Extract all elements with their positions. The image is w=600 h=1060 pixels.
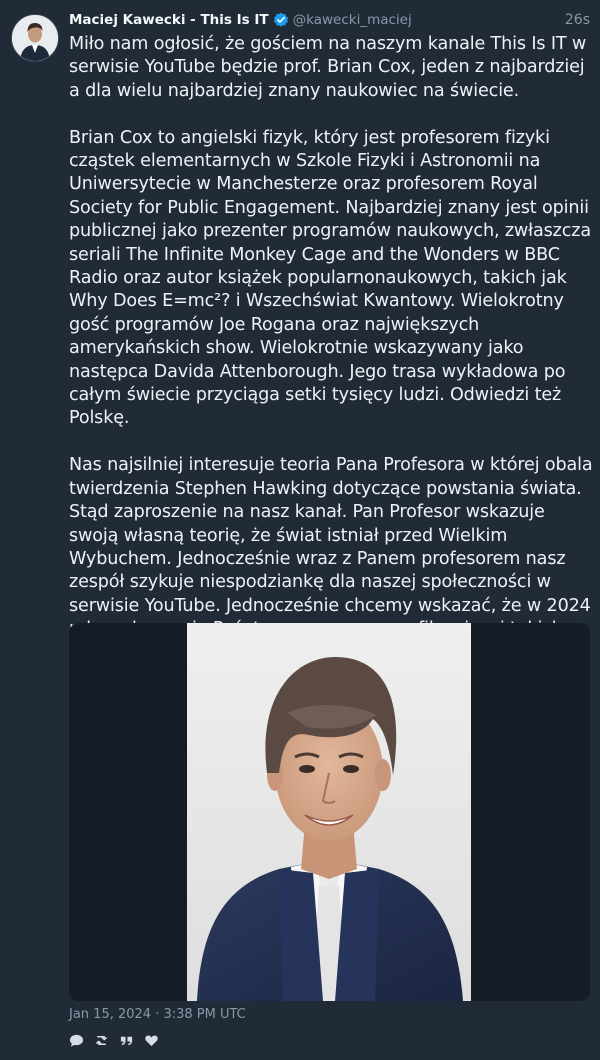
- tweet-header: [69, 10, 590, 30]
- author-avatar[interactable]: [11, 14, 59, 62]
- tweet-paragraph-1: Miło nam ogłosić, że gościem na naszym kanale This Is IT w serwisie YouTube będzie prof. Brian Cox, jeden z najbardziej a dla wielu najbardziej znany naukowiec na świecie.: [69, 34, 587, 101]
- author-name[interactable]: Maciej Kawecki - This Is IT: [69, 12, 269, 28]
- tweet-date[interactable]: Jan 15, 2024 · 3:38 PM UTC: [69, 1007, 246, 1022]
- tweet-actions: [69, 1033, 159, 1048]
- verified-badge-icon: [273, 12, 289, 28]
- tweet-text: [69, 33, 595, 665]
- portrait-photo[interactable]: [187, 623, 471, 1001]
- tweet-paragraph-3: Nas najsilniej interesuje teoria Pana Profesora w której obala twierdzenia Stephen Hawking dotyczące powstania świata. Stąd zaproszenie na nasz kanał. Pan Profesor wskazuje swoją własną teorię, że świat istniał przed Wielkim Wybuchem. Jednocześnie wraz z Panem profesorem nasz zespół szykuje niespodziankę dla naszej społeczności w serwisie YouTube. Jednocześnie chcemy wskazać, że w 2024: [69, 455, 593, 616]
- tweet-relative-time[interactable]: 26s: [564, 12, 590, 28]
- person-avatar-icon: [12, 15, 58, 61]
- author-handle[interactable]: @kawecki_maciej: [292, 12, 412, 28]
- reply-icon[interactable]: [69, 1033, 84, 1048]
- retweet-icon[interactable]: [94, 1033, 109, 1048]
- like-icon[interactable]: [144, 1033, 159, 1048]
- quote-icon[interactable]: [119, 1033, 134, 1048]
- portrait-photo-image: [187, 623, 471, 1001]
- tweet-paragraph-2: Brian Cox to angielski fizyk, który jest profesorem fizyki cząstek elementarnych w Szkole Fizyki i Astronomii na Uniwersytecie w Manchesterze oraz profesorem Royal Society for Public Engagement. Najbardziej znany jest opinii publicznej jako prezenter programów naukowych, zwłaszcza seriali The Infinite Monkey Cage and the Wonders w BBC Radio oraz autor książek popularnonaukowych, takich jak Why Does E=mc²? i Wszechświat Kwantowy. Wielokrotny gość programów Joe Rogana oraz największych amerykańskich show. Wielokrotnie wskazywany jako następca Davida Attenborough. Jego trasa wykładowa po całym świecie przyciąga setki tysięcy ludzi. Odwiedzi też Polskę.: [69, 127, 591, 429]
- tweet-media[interactable]: [69, 623, 590, 1001]
